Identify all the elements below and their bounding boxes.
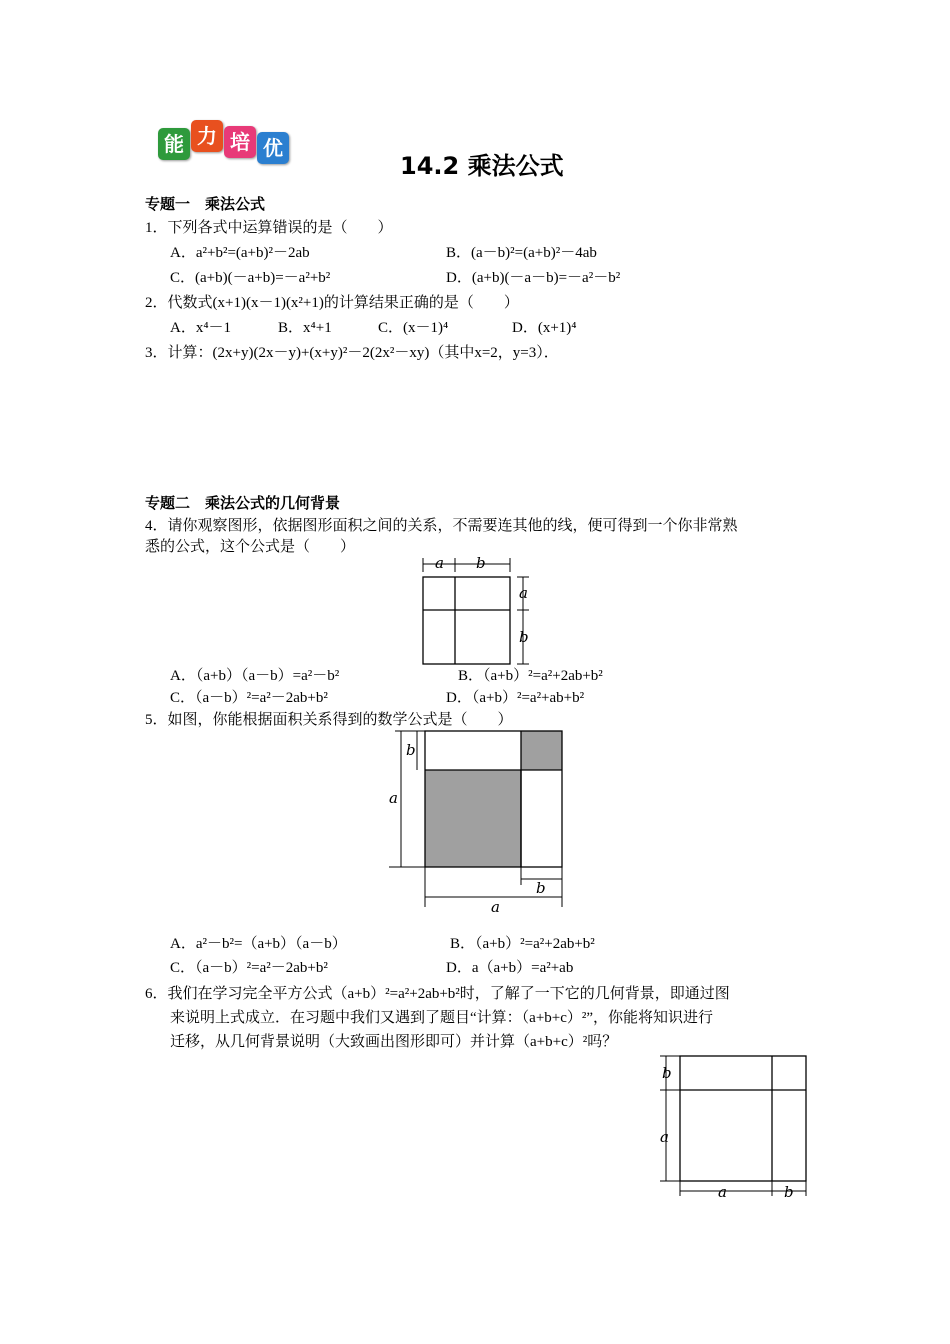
logo-tile-2: 力 <box>191 120 223 152</box>
q4-outer-square <box>423 577 510 664</box>
q6-line-3: 迁移，从几何背景说明（大致画出图形即可）并计算（a+b+c）²吗？ <box>170 1034 618 1050</box>
q4-option-a: A．（a+b）（a－b）=a²－b² <box>170 668 340 684</box>
q4-option-c: C．（a－b）²=a²－2ab+b² <box>170 690 328 706</box>
q6-label-b-bottom: b <box>784 1183 794 1201</box>
q4-label-a-top: a <box>435 554 444 572</box>
q5-option-c: C．（a－b）²=a²－2ab+b² <box>170 960 328 976</box>
q2-option-a: A．x⁴－1 <box>170 320 232 336</box>
q1-option-d: D．(a+b)(－a－b)=－a²－b² <box>446 270 621 286</box>
q1-stem: 1．下列各式中运算错误的是（ ） <box>145 220 393 236</box>
q6-line-1: 6．我们在学习完全平方公式（a+b）²=a²+2ab+b²时，了解了一下它的几何背景，即通过图 <box>145 986 730 1002</box>
q6-figure <box>658 1050 818 1200</box>
q6-label-a-left: a <box>660 1128 669 1146</box>
q1-option-c: C．(a+b)(－a+b)=－a²+b² <box>170 270 331 286</box>
q6-label-b-left: b <box>662 1064 672 1082</box>
q5-option-b: B．（a+b）²=a²+2ab+b² <box>450 936 595 952</box>
page-title: 14.2 乘法公式 <box>400 152 564 180</box>
q5-shaded-small <box>521 731 562 770</box>
q5-label-a-left: a <box>389 789 398 807</box>
q2-option-c: C．(x－1)⁴ <box>378 320 449 336</box>
q5-shaded-large <box>425 770 521 867</box>
logo <box>158 118 294 166</box>
q5-label-b-left: b <box>406 741 416 759</box>
q2-option-b: B．x⁴+1 <box>278 320 332 336</box>
logo-tile-1: 能 <box>158 128 190 160</box>
q5-label-b-bottom: b <box>536 879 546 897</box>
q3-stem: 3．计算：(2x+y)(2x－y)+(x+y)²－2(2x²－xy)（其中x=2，y=3）． <box>145 345 559 361</box>
q2-option-d: D．(x+1)⁴ <box>512 320 577 336</box>
q4-label-b-right: b <box>519 628 529 646</box>
logo-tile-4: 优 <box>257 132 289 164</box>
q5-option-d: D．a（a+b）=a²+ab <box>446 960 574 976</box>
q5-option-a: A．a²－b²=（a+b）（a－b） <box>170 936 347 952</box>
q5-stem: 5．如图，你能根据面积关系得到的数学公式是（ ） <box>145 712 513 728</box>
q4-figure <box>418 552 538 672</box>
logo-tile-3: 培 <box>224 126 256 158</box>
q5-label-a-bottom: a <box>491 898 500 916</box>
q4-label-a-right: a <box>519 584 528 602</box>
q1-option-a: A．a²+b²=(a+b)²－2ab <box>170 245 310 261</box>
q4-label-b-top: b <box>476 554 486 572</box>
section-2-heading: 专题二 乘法公式的几何背景 <box>145 494 341 512</box>
q6-line-2: 来说明上式成立．在习题中我们又遇到了题目“计算：（a+b+c）²”，你能将知识进行 <box>170 1010 714 1026</box>
q1-option-b: B．(a－b)²=(a+b)²－4ab <box>446 245 597 261</box>
q5-figure <box>385 725 575 915</box>
q4-stem-line-1: 4．请你观察图形，依据图形面积之间的关系，不需要连其他的线，便可得到一个你非常熟 <box>145 518 738 534</box>
q4-stem-line-2: 悉的公式，这个公式是（ ） <box>145 539 356 555</box>
q2-stem: 2．代数式(x+1)(x－1)(x²+1)的计算结果正确的是（ ） <box>145 295 519 311</box>
q4-option-b: B．（a+b）²=a²+2ab+b² <box>458 668 603 684</box>
q6-outer-rect <box>680 1056 806 1181</box>
q6-label-a-bottom: a <box>718 1183 727 1201</box>
section-1-heading: 专题一 乘法公式 <box>145 195 266 213</box>
q4-option-d: D．（a+b）²=a²+ab+b² <box>446 690 585 706</box>
